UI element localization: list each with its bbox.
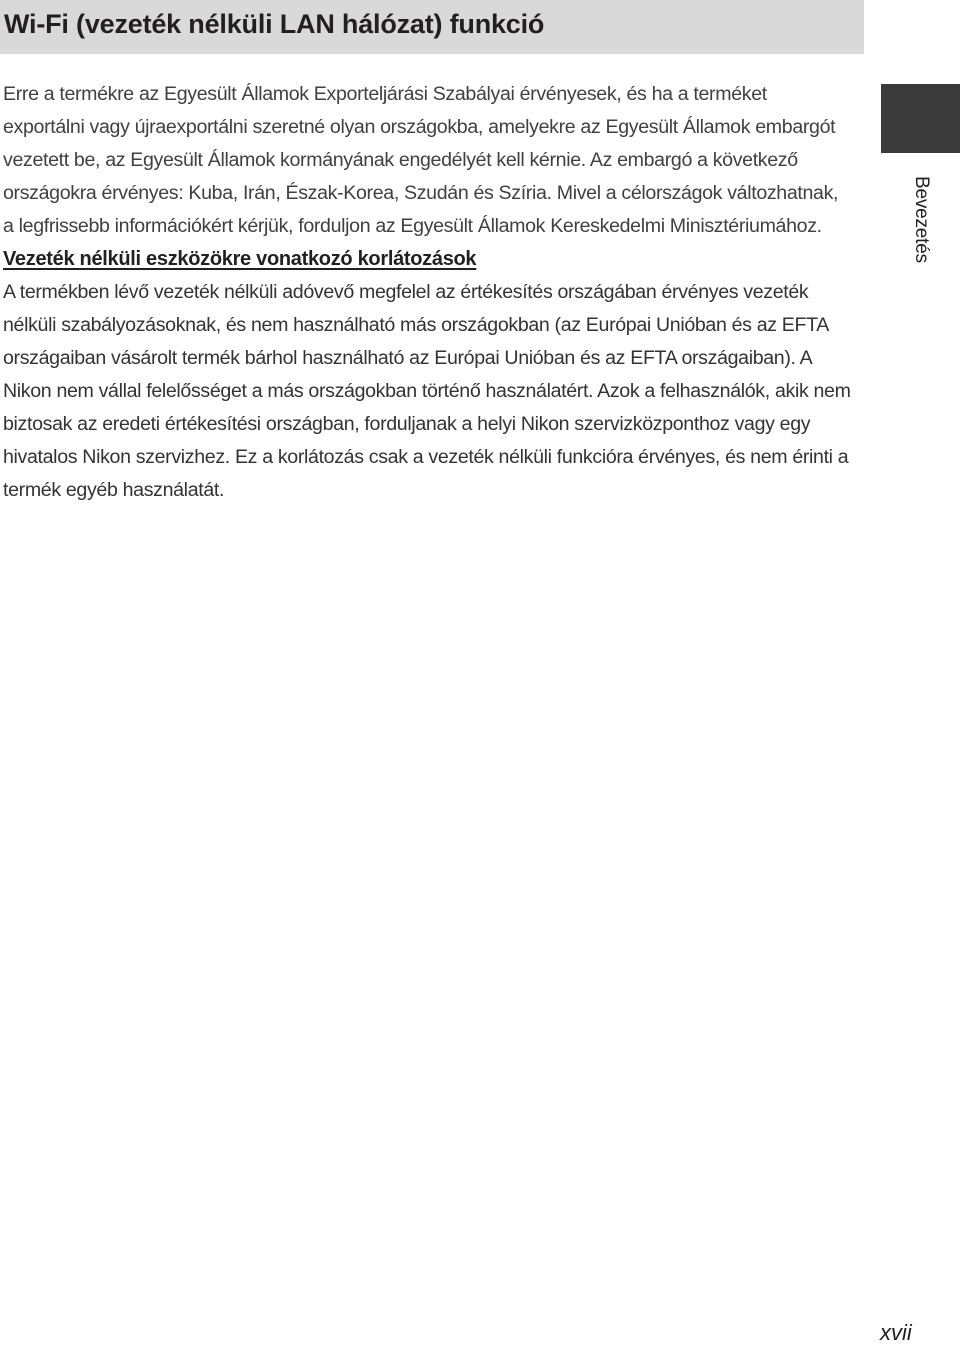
page-content [3, 78, 853, 507]
section-heading: Vezeték nélküli eszközökre vonatkozó korlátozások [3, 248, 477, 270]
intro-paragraph: Erre a termékre az Egyesült Államok Exporteljárási Szabályai érvényesek, és ha a terméket exportálni vagy újraexportálni szeretné olyan országokba, amelyekre az Egyesült Államok embargót vezetett be, az Egyesült Államok kormányának engedélyét kell kérnie. Az embargó a következő országokra érvényes: Kuba, Irán, Észak-Korea, Szudán és Szíria. Mivel a célországok változhatnak, a legfrissebb információkért kérjük, forduljon az Egyesült Államok Kereskedelmi Minisztériumához. [3, 83, 839, 237]
chapter-label: Bevezetés [911, 176, 932, 263]
page-number: xvii [880, 1320, 912, 1345]
chapter-tab-marker [881, 84, 960, 153]
title-bar [0, 0, 864, 54]
section-paragraph: A termékben lévő vezeték nélküli adóvevő megfelel az értékesítés országában érvényes vezeték nélküli szabályozásoknak, és nem használható más országokban (az Európai Unióban és az EFTA országaiban vásárolt termék bárhol használható az Európai Unióban és az EFTA országaiban). A Nikon nem vállal felelősséget a más országokban történő használatért. Azok a felhasználók, akik nem biztosak az eredeti értékesítési országban, forduljanak a helyi Nikon szervizközponthoz vagy egy hivatalos Nikon szervizhez. Ez a korlátozás csak a vezeték nélküli funkcióra érvényes, és nem érinti a termék egyéb használatát. [3, 281, 851, 501]
page-title: Wi-Fi (vezeték nélküli LAN hálózat) funkció [4, 9, 545, 39]
